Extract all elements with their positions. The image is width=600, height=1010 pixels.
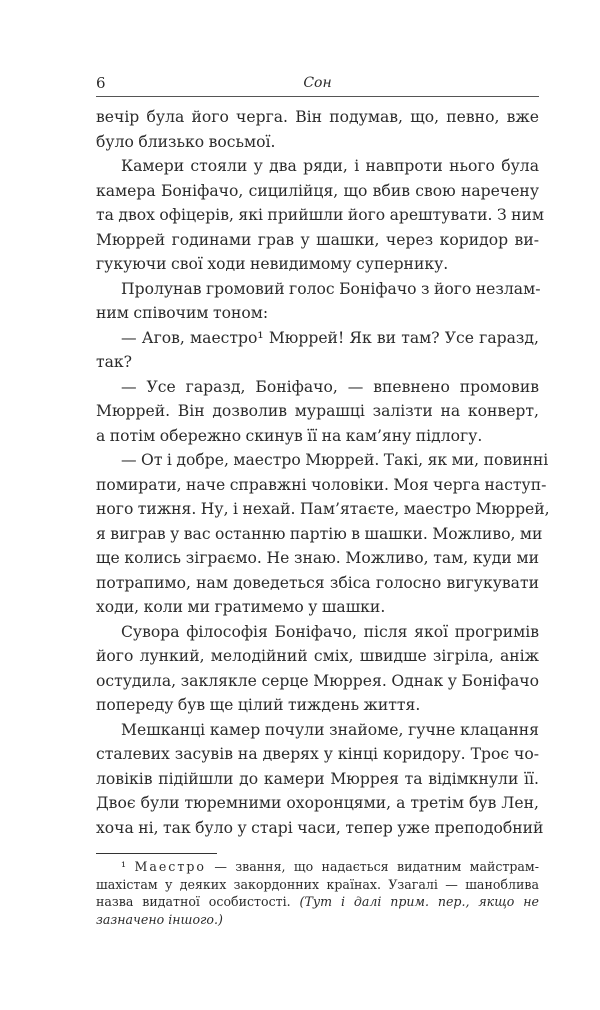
text-line: хоча ні, так було у старі часи, тепер уже преподобний — [96, 818, 544, 837]
text-line: Мюррей. Він дозволив мурашці залізти на конверт, — [96, 402, 539, 420]
paragraph — [96, 105, 539, 154]
text-line: остудила, заклякле серце Мюррея. Однак у Боніфачо — [96, 671, 539, 690]
text-line: його лункий, мелодійний сміх, швидше зігріла, аніж — [96, 647, 539, 665]
text-line: гукуючи свої ходи невидимому супернику. — [96, 255, 449, 273]
footnote-line — [96, 893, 539, 911]
text-line: — Усе гаразд, Боніфачо, — впевнено промовив — [121, 377, 539, 396]
paragraph — [96, 718, 544, 841]
text-line: я виграв у вас останню партію в шашки. Можливо, ми — [96, 524, 543, 543]
footnote-line — [96, 911, 539, 929]
running-header — [96, 74, 539, 97]
footnote-segment: шахістам у деяких закордонних країнах. Узагалі — шаноблива — [96, 876, 539, 892]
text-line: було близько восьмої. — [96, 132, 276, 151]
footnote-segment: ¹ — [121, 859, 135, 874]
paragraph — [96, 154, 545, 277]
page-number: 6 — [96, 74, 106, 92]
text-line: та двох офіцерів, які прийшли його арештувати. З ним — [96, 206, 545, 224]
text-line: сталевих засувів на дверях у кінці коридору. Троє чо- — [96, 745, 539, 763]
text-line: камера Боніфачо, сицилійця, що вбив свою наречену — [96, 181, 539, 200]
text-line: Сувора філософія Боніфачо, після якої прогримів — [121, 622, 539, 641]
paragraph — [96, 277, 539, 326]
footnote-line — [96, 858, 539, 876]
footnote-segment: (Тут і далі прим. пер., якщо не — [299, 894, 539, 910]
paragraph — [96, 448, 550, 620]
text-line: так? — [96, 353, 133, 371]
running-title: Сон — [303, 75, 332, 91]
text-line: Пролунав громовий голос Боніфачо з його незлам- — [121, 279, 541, 298]
text-line: ще колись зіграємо. Не знаю. Можливо, там, куди ми — [96, 549, 539, 567]
text-line: попереду був ще цілий тиждень життя. — [96, 696, 421, 714]
footnote-segment: назва видатної особистості. — [96, 894, 300, 910]
paragraph — [96, 375, 539, 449]
text-line: ного тижня. Ну, і нехай. Пам’ятаєте, маестро Мюррей, — [96, 500, 550, 518]
footnote-segment: — звання, що надається видатним майстрам- — [205, 859, 539, 874]
text-line: Мешканці камер почули знайоме, гучне клацання — [121, 720, 539, 739]
text-line: ловіків підійшли до камери Мюррея та відімкнули її. — [96, 769, 539, 788]
text-line: ходи, коли ми гратимемо у шашки. — [96, 598, 386, 616]
footnote-segment: зазначено іншого.) — [96, 911, 223, 927]
text-line: а потім обережно скинув її на кам’яну підлогу. — [96, 426, 483, 445]
text-line: потрапимо, нам доведеться збіса голосно вигукувати — [96, 573, 539, 592]
paragraph — [96, 326, 539, 375]
text-line: Камери стояли у два ряди, і навпроти нього була — [121, 157, 539, 175]
text-line: ним співочим тоном: — [96, 304, 269, 322]
body-text — [96, 105, 550, 840]
footnote-line — [96, 876, 539, 894]
footnote-segment: Маестро — [134, 859, 206, 874]
paragraph — [96, 620, 539, 718]
text-line: вечір була його черга. Він подумав, що, певно, вже — [96, 108, 539, 126]
text-line: — От і добре, маестро Мюррей. Такі, як ми, повинні — [121, 451, 549, 469]
footnote-divider — [96, 853, 217, 854]
footnote — [96, 858, 539, 928]
text-line: — Агов, маестро¹ Мюррей! Як ви там? Усе гаразд, — [121, 328, 539, 347]
text-line: помирати, наче справжні чоловіки. Моя черга наступ- — [96, 475, 547, 494]
text-line: Двоє були тюремними охоронцями, а третім був Лен, — [96, 794, 539, 812]
text-line: Мюррей годинами грав у шашки, через коридор ви- — [96, 230, 539, 249]
